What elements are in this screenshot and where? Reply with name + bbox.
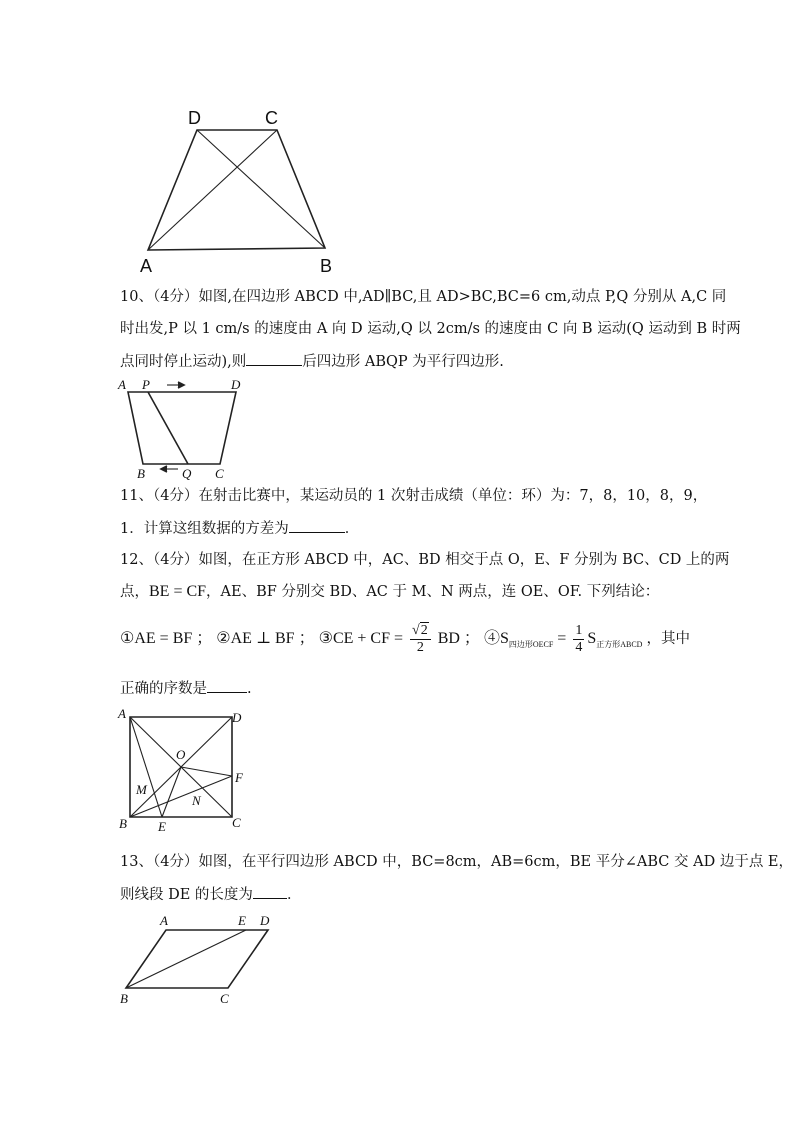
q11-number: 11、: [120, 488, 153, 504]
segment-pq: [148, 392, 188, 464]
label-a: A: [160, 913, 168, 928]
label-d: D: [231, 377, 241, 392]
q11-text-2a: 1．计算这组数据的方差为: [120, 521, 289, 537]
subscript-square: 正方形ABCD: [596, 640, 643, 649]
q12-line-4: [120, 678, 252, 699]
q13-parallelogram-figure: [112, 908, 282, 1010]
fraction-numerator: [410, 623, 431, 640]
q10-line-2: [120, 319, 741, 339]
subscript-quadrilateral: 四边形OECF: [508, 640, 554, 649]
label-a: A: [140, 256, 153, 276]
q11-answer-blank[interactable]: [289, 518, 345, 533]
q12-text-2b: ，AE、BF 分别交 BD、AC 于 M、N 两点，连 OE、OF. 下列结论：: [206, 584, 660, 600]
q12-text-4b: .: [247, 681, 252, 697]
q13-number: 13、: [120, 854, 153, 870]
parallelogram-outline: [126, 930, 268, 988]
q13-line-2: [120, 884, 301, 905]
q11-line-1: [120, 486, 707, 506]
label-b: B: [120, 991, 128, 1006]
q11-text-2b: ．: [344, 521, 360, 537]
trapezoid-outline: [148, 130, 325, 250]
label-e: E: [158, 819, 166, 834]
segment-be: [126, 930, 246, 988]
q12-text-1: 如图，在正方形 ABCD 中，AC、BD 相交于点 O，E、F 分别为 BC、CD 上的两: [198, 552, 730, 568]
q13-text-2a: 则线段 DE 的长度为: [120, 887, 253, 903]
q10-line-1: [120, 287, 726, 307]
label-c: C: [232, 815, 241, 830]
fraction-denominator: 2: [416, 639, 424, 655]
fraction-one-quarter: [573, 623, 584, 656]
q9-trapezoid-figure: [130, 100, 350, 280]
q11-line-2: [120, 518, 359, 539]
label-o: O: [176, 747, 186, 762]
q12-line-1: [120, 550, 729, 570]
segment-oe: [162, 767, 181, 817]
q12-text-4a: 正确的序数是: [120, 681, 207, 697]
area-symbol: ④S: [483, 630, 509, 647]
q10-score: （4分）: [152, 289, 199, 305]
q12-equation-be-cf: BE = CF: [149, 583, 207, 600]
q10-number: 10、: [120, 289, 153, 305]
q13-text-1: 如图，在平行四边形 ABCD 中，BC=8cm，AB=6cm，BE 平分∠ABC 交 AD 边于点 E，: [198, 854, 794, 870]
q12-number: 12、: [120, 552, 153, 568]
q12-square-figure: [112, 703, 262, 835]
label-q: Q: [182, 466, 192, 481]
conclusion-3-rhs: BD: [437, 630, 460, 647]
arrow-q-head: [161, 466, 167, 472]
conclusion-2: ②AE ⊥ BF: [216, 630, 295, 647]
q12-text-2a: 点，: [120, 584, 149, 600]
diagonal-ac: [148, 130, 277, 250]
fraction-sqrt2-over-2: [410, 623, 431, 656]
label-d: D: [188, 108, 201, 128]
q10-answer-blank[interactable]: [246, 351, 302, 366]
q12-conclusions: [120, 622, 690, 662]
conclusion-3: [318, 622, 464, 655]
label-f: F: [235, 770, 243, 785]
label-e: E: [238, 913, 246, 928]
label-d: D: [232, 710, 242, 725]
label-m: M: [136, 782, 147, 797]
fraction-numerator: 1: [575, 622, 583, 638]
separator: ；: [298, 630, 315, 647]
q13-score: （4分）: [152, 854, 199, 870]
label-c: C: [220, 991, 229, 1006]
q10-text-1: 如图,在四边形 ABCD 中,AD∥BC,且 AD>BC,BC=6 cm,动点 P,Q 分别从 A,C 同: [198, 289, 727, 305]
q10-quadrilateral-figure: [112, 372, 262, 482]
q12-score: （4分）: [152, 552, 199, 568]
q10-text-3a: 点同时停止运动),则: [120, 354, 247, 370]
q13-line-1: [120, 852, 793, 872]
q11-text-1: 在射击比赛中，某运动员的 1 次射击成绩（单位：环）为：7，8，10，8，9，: [198, 488, 708, 504]
label-n: N: [192, 793, 201, 808]
equals-sign: =: [557, 630, 567, 647]
separator: ；: [196, 630, 213, 647]
label-b: B: [320, 256, 333, 276]
conclusion-1: ①AE = BF: [120, 630, 193, 647]
label-c: C: [215, 466, 224, 481]
label-p: P: [142, 377, 150, 392]
label-c: C: [265, 108, 278, 128]
conclusion-3-lhs: ③CE + CF =: [318, 630, 403, 647]
conclusion-4: [483, 622, 647, 655]
area-symbol: S: [587, 630, 597, 647]
diagonal-bd: [197, 130, 325, 248]
separator: ；: [463, 630, 480, 647]
q11-score: （4分）: [152, 488, 199, 504]
q13-text-2b: ．: [286, 887, 302, 903]
q12-line-2: [120, 582, 659, 602]
arrow-p-head: [178, 382, 184, 388]
label-a: A: [118, 377, 126, 392]
q12-text-tail: ，其中: [646, 631, 690, 647]
sqrt-icon: √2: [412, 622, 428, 638]
fraction-denominator: 4: [575, 639, 583, 655]
label-b: B: [137, 466, 145, 481]
label-b: B: [119, 816, 127, 831]
q12-answer-blank[interactable]: [207, 678, 247, 693]
label-d: D: [260, 913, 270, 928]
q13-answer-blank[interactable]: [253, 884, 287, 899]
q10-text-2: 时出发,P 以 1 cm/s 的速度由 A 向 D 运动,Q 以 2cm/s 的速度由 C 向 B 运动(Q 运动到 B 时两: [120, 321, 741, 337]
q10-text-3b: 后四边形 ABQP 为平行四边形.: [302, 354, 504, 370]
q10-line-3: [120, 351, 504, 372]
label-a: A: [118, 706, 126, 721]
